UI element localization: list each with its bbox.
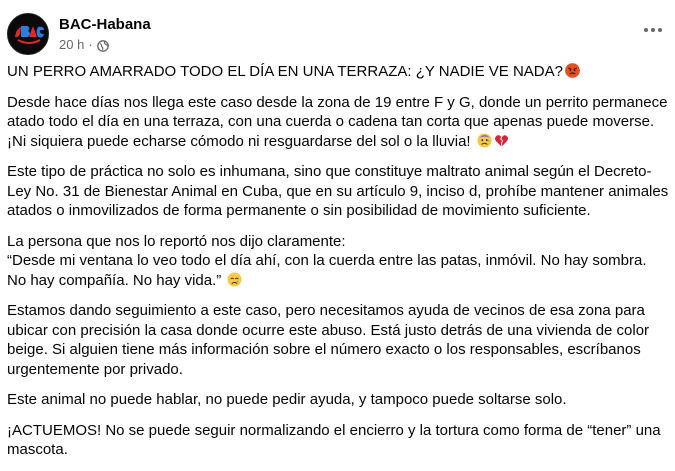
post-meta [59,15,151,53]
post-paragraph [7,421,669,460]
post-paragraph [7,93,669,152]
more-options-icon [644,28,662,32]
broken-heart-icon [494,133,509,148]
page-name-link[interactable]: BAC-Habana [59,16,151,33]
more-options-button[interactable] [637,18,669,42]
post-timestamp[interactable]: 20 h [59,37,85,52]
post-paragraph [7,301,669,379]
paragraph-text: Este tipo de práctica no solo es inhumana, sino que constituye maltrato animal según el Decreto-Ley No. 31 de Bienestar Animal en Cuba, que en su artículo 9, inciso d, prohíbe mantener animales atados o inmovilizados de forma permanente o sin posibilidad de movimiento suficiente. [7,163,669,219]
paragraph-text: La persona que nos lo reportó nos dijo claramente: “Desde mi ventana lo veo todo el día ahí, con la cuerda entre las patas, inmóvil. No hay sombra. No hay compañía. No hay vida.” [7,232,647,289]
post-subline [59,36,151,53]
crying-face-icon [227,272,242,287]
post-body [7,62,669,471]
paragraph-text: ¡ACTUEMOS! No se puede seguir normalizando el encierro y la tortura como forma de “tener” una mascota. [7,421,661,458]
anxious-face-icon [477,133,492,148]
post-paragraph [7,390,669,410]
paragraph-text: Desde hace días nos llega este caso desde la zona de 19 entre F y G, donde un perrito permanece atado todo el día en una terraza, con una cuerda o cadena tan corta que apenas puede moverse. ¡Ni siquiera puede echarse cómodo ni resguardarse del sol o la lluvia! [7,93,668,150]
separator-dot: · [88,37,93,52]
post-paragraph [7,232,669,291]
paragraph-text: Este animal no puede hablar, no puede pedir ayuda, y tampoco puede soltarse solo. [7,391,567,408]
post-header [7,10,151,58]
page-avatar[interactable] [7,13,49,55]
angry-face-icon [565,63,580,78]
globe-icon[interactable] [97,39,109,51]
post-paragraph [7,162,669,221]
bac-logo-icon [8,14,49,55]
paragraph-text: Estamos dando seguimiento a este caso, pero necesitamos ayuda de vecinos de esa zona para ubicar con precisión la casa donde ocurre este abuso. Está justo detrás de una vivienda de color beige. Si alguien tiene más información sobre el número exacto o los responsables, escríbanos urgentemente por privado. [7,302,650,378]
paragraph-text: UN PERRO AMARRADO TODO EL DÍA EN UNA TERRAZA: ¿Y NADIE VE NADA? [7,63,563,80]
post-paragraph [7,62,669,82]
